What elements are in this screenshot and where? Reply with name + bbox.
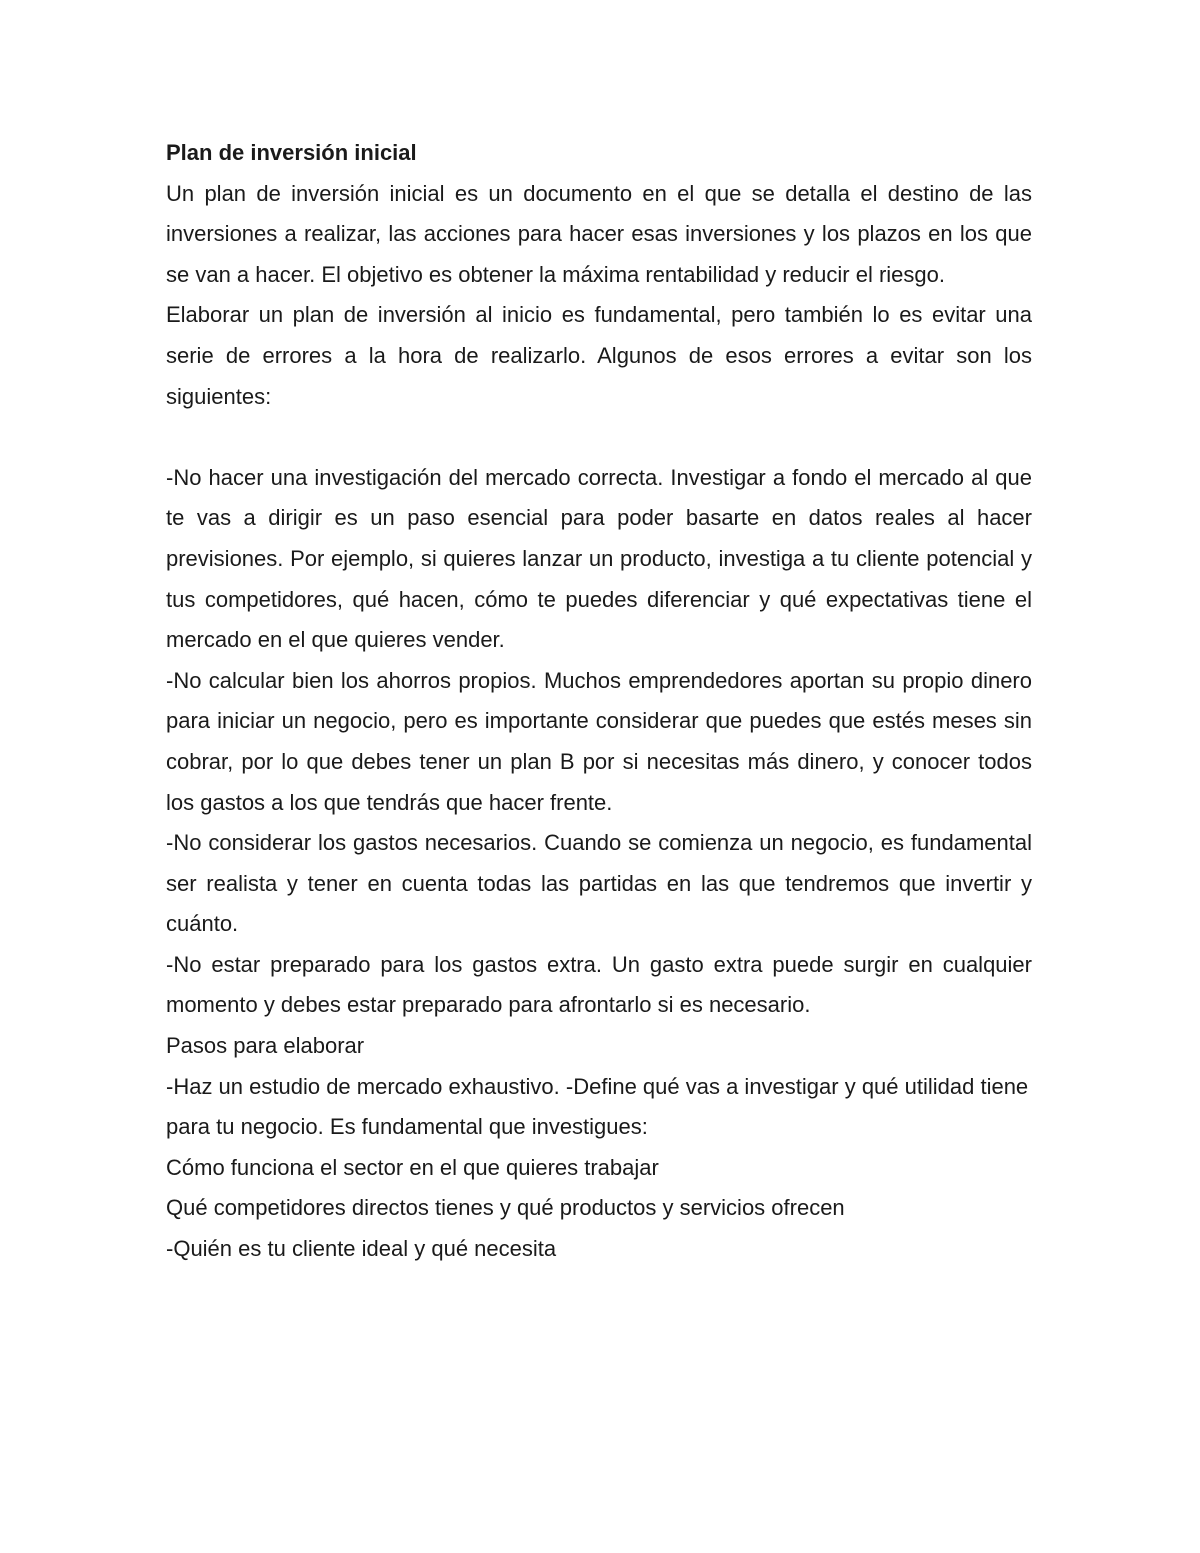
blank-line [166,417,1032,458]
document-body [166,133,1032,1270]
paragraph-errors-intro: Elaborar un plan de inversión al inicio es fundamental, pero también lo es evitar una serie de errores a la hora de realizarlo. Algunos de esos errores a evitar son los siguientes: [166,302,1032,409]
list-item-ideal-client: -Quién es tu cliente ideal y qué necesita [166,1236,557,1262]
list-item-competitors: Qué competidores directos tienes y qué productos y servicios ofrecen [166,1195,845,1221]
paragraph-error-extra-expenses: -No estar preparado para los gastos extra. Un gasto extra puede surgir en cualquier momento y debes estar preparado para afrontarlo si es necesario. [166,951,1032,1018]
list-item-sector: Cómo funciona el sector en el que quieres trabajar [166,1154,659,1180]
paragraph-error-savings: -No calcular bien los ahorros propios. Muchos emprendedores aportan su propio dinero para iniciar un negocio, pero es importante considerar que puedes que estés meses sin cobrar, por lo que debes tener un plan B por si necesitas más dinero, y conocer todos los gastos a los que tendrás que hacer frente. [166,667,1032,815]
section-heading-steps: Pasos para elaborar [166,1033,365,1059]
paragraph-error-necessary-expenses: -No considerar los gastos necesarios. Cuando se comienza un negocio, es fundamental ser realista y tener en cuenta todas las partidas en las que tendremos que invertir y cuánto. [166,830,1032,937]
paragraph-error-market-research: -No hacer una investigación del mercado correcta. Investigar a fondo el mercado al que te vas a dirigir es un paso esencial para poder basarte en datos reales al hacer previsiones. Por ejemplo, si quieres lanzar un producto, investiga a tu cliente potencial y tus competidores, qué hacen, cómo te puedes diferenciar y qué expectativas tiene el mercado en el que quieres vender. [166,464,1032,653]
document-title: Plan de inversión inicial [166,140,417,165]
paragraph-intro: Un plan de inversión inicial es un documento en el que se detalla el destino de las inversiones a realizar, las acciones para hacer esas inversiones y los plazos en los que se van a hacer. El objetivo es obtener la máxima rentabilidad y reducir el riesgo. [166,180,1032,287]
paragraph-step-market-study: -Haz un estudio de mercado exhaustivo. -Define qué vas a investigar y qué utilidad tiene para tu negocio. Es fundamental que investigues: [166,1073,1029,1140]
